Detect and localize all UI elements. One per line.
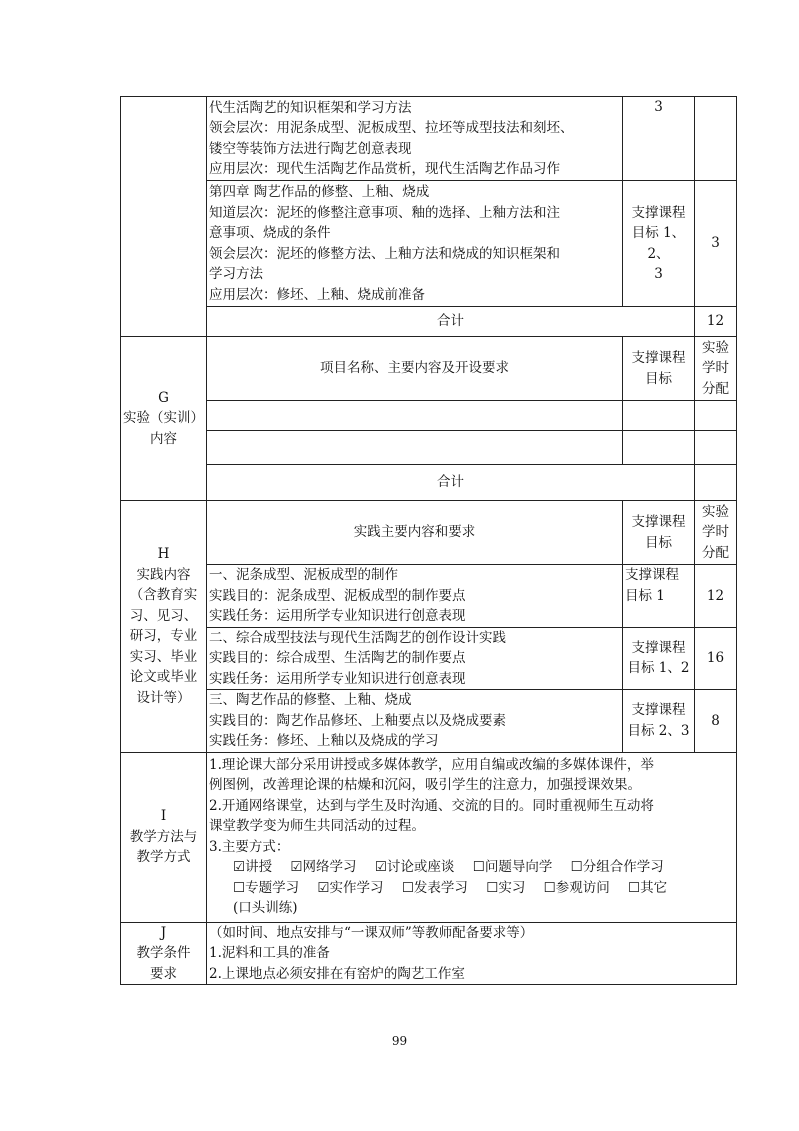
checkbox-discussion[interactable]: ☑讨论或座谈 xyxy=(374,859,455,875)
section-label-j: J 教学条件 要求 xyxy=(121,922,207,985)
support-target: 支撑课程 目标 1、2、 3 xyxy=(623,181,695,307)
checkbox-visit[interactable]: ☐参观访问 xyxy=(543,879,610,896)
practice-content: 二、综合成型技法与现代生活陶艺的创作设计实践 实践目的：综合成型、生活陶艺的制作要点 实践任务：运用所学专业知识进行创意表现 xyxy=(207,627,623,690)
total-label: 合计 xyxy=(207,307,695,337)
total-row xyxy=(121,307,737,337)
hours: 12 xyxy=(695,565,737,628)
header-target: 支撑课程 目标 xyxy=(623,337,695,401)
checkbox-internship[interactable]: ☐实习 xyxy=(486,879,526,896)
support-target: 支撑课程 目标 1 xyxy=(623,565,695,628)
total-label: 合计 xyxy=(207,465,695,501)
checkbox-group-learning[interactable]: ☐分组合作学习 xyxy=(570,859,664,875)
teaching-methods: 1.理论课大部分采用讲授或多媒体教学，应用自编或改编的多媒体课件，举 例图例，改善理论课的枯燥和沉闷，吸引学生的注意力，加强授课效果。 2.开通网络课堂，达到与学生及时沟通、交流的目的。同时重视师生互动将 课堂教学变为师生共同活动的过程。 3.主要方式： ☑讲授 ☑网络学习 ☑讨论或座谈 ☐问题导向学 ☐分组合作学习 ☐专题学习 ☑实作学习 ☐发表学习 ☐实习 ☐参观访问 ☐其它 (口头训练) xyxy=(207,752,737,922)
hours xyxy=(695,97,737,181)
total-hours xyxy=(695,465,737,501)
practice-content: 一、泥条成型、泥板成型的制作 实践目的：泥条成型、泥板成型的制作要点 实践任务：运用所学专业知识进行创意表现 xyxy=(207,565,623,628)
table-row xyxy=(121,337,737,401)
section-label-g: G 实验（实训） 内容 xyxy=(121,337,207,501)
method-options-row1 xyxy=(209,857,734,878)
empty-cell xyxy=(695,431,737,465)
checkbox-topic-learning[interactable]: ☐专题学习 xyxy=(233,879,300,896)
section-label-blank xyxy=(121,97,207,337)
practice-content: 三、陶艺作品的修整、上釉、烧成 实践目的：陶艺作品修坯、上釉要点以及烧成要素 实践任务：修坯、上釉以及烧成的学习 xyxy=(207,690,623,753)
header-hours: 实验 学时 分配 xyxy=(695,337,737,401)
teaching-conditions: （如时间、地点安排与“一课双师”等教师配备要求等） 1.泥料和工具的准备 2.上课地点必须安排在有窑炉的陶艺工作室 xyxy=(207,922,737,985)
checkbox-lecture[interactable]: ☑讲授 xyxy=(233,859,273,875)
table-row xyxy=(121,501,737,565)
support-target: 支撑课程 目标 2、3 xyxy=(623,690,695,753)
checkbox-other[interactable]: ☐其它 xyxy=(628,879,668,896)
checkbox-online-learning[interactable]: ☑网络学习 xyxy=(290,859,357,875)
table-row xyxy=(121,401,737,431)
chapter-content: 第四章 陶艺作品的修整、上釉、烧成 知道层次：泥坯的修整注意事项、釉的选择、上釉方法和注 意事项、烧成的条件 领会层次：泥坯的修整方法、上釉方法和烧成的知识框架和 学习方法 应用层次：修坯、上釉、烧成前准备 xyxy=(207,181,623,307)
table-row xyxy=(121,752,737,922)
header-content: 项目名称、主要内容及开设要求 xyxy=(207,337,623,401)
header-content: 实践主要内容和要求 xyxy=(207,501,623,565)
other-note: (口头训练) xyxy=(233,900,298,916)
empty-cell xyxy=(207,431,623,465)
method-options-row2 xyxy=(209,878,734,899)
header-target: 支撑课程 目标 xyxy=(623,501,695,565)
hours: 8 xyxy=(695,690,737,753)
support-target: 支撑课程 目标 1、2 xyxy=(623,627,695,690)
checkbox-presentation[interactable]: ☐发表学习 xyxy=(401,879,468,896)
section-label-i: I 教学方法与 教学方式 xyxy=(121,752,207,922)
checkbox-problem-based[interactable]: ☐问题导向学 xyxy=(472,859,553,875)
empty-cell xyxy=(207,401,623,431)
page-number: 99 xyxy=(391,1034,408,1048)
checkbox-practice-learning[interactable]: ☑实作学习 xyxy=(317,879,384,896)
table-row xyxy=(121,431,737,465)
section-label-h: H 实践内容 （含教育实 习、见习、 研习，专业 实习、毕业 论文或毕业 设计等） xyxy=(121,501,207,753)
table-row xyxy=(121,627,737,690)
table-row xyxy=(121,97,737,181)
empty-cell xyxy=(695,401,737,431)
empty-cell xyxy=(623,401,695,431)
hours: 16 xyxy=(695,627,737,690)
hours: 3 xyxy=(695,181,737,307)
table-row xyxy=(121,690,737,753)
total-row xyxy=(121,465,737,501)
table-row xyxy=(121,565,737,628)
header-hours: 实验 学时 分配 xyxy=(695,501,737,565)
table-row xyxy=(121,181,737,307)
total-hours: 12 xyxy=(695,307,737,337)
course-syllabus-table xyxy=(120,96,737,985)
chapter-content: 代生活陶艺的知识框架和学习方法 领会层次：用泥条成型、泥板成型、拉坯等成型技法和刻坯、 镂空等装饰方法进行陶艺创意表现 应用层次：现代生活陶艺作品赏析，现代生活陶艺作品习作 xyxy=(207,97,623,181)
support-target: 3 xyxy=(623,97,695,181)
empty-cell xyxy=(623,431,695,465)
table-row xyxy=(121,922,737,985)
